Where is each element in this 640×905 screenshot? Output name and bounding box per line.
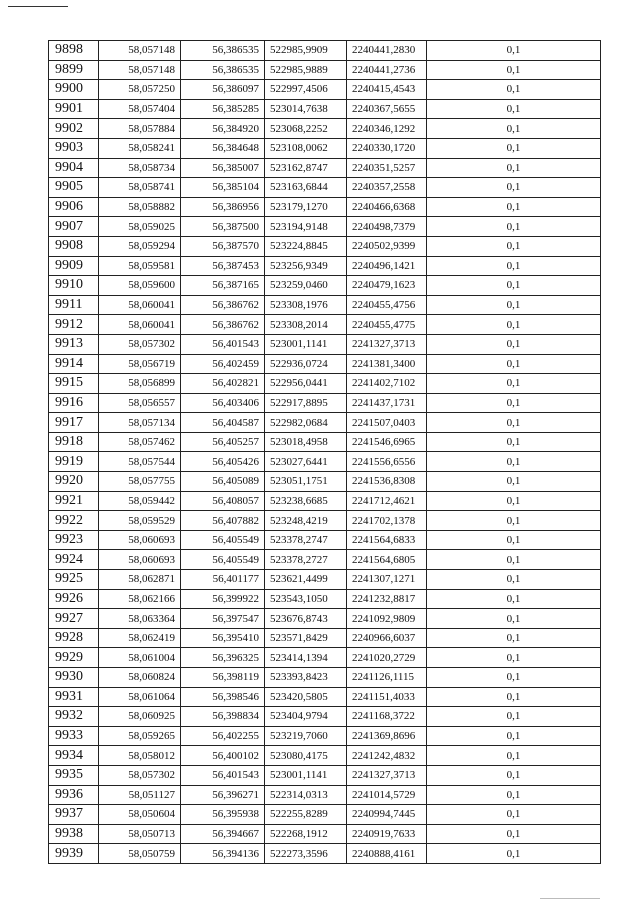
latitude-cell: 58,050713 xyxy=(99,824,181,844)
point-number-cell: 9929 xyxy=(49,648,99,668)
y-coordinate-cell: 2241307,1271 xyxy=(347,570,427,590)
y-coordinate-cell: 2241020,2729 xyxy=(347,648,427,668)
table-row xyxy=(49,687,601,707)
latitude-cell: 58,057148 xyxy=(99,41,181,61)
longitude-cell: 56,405426 xyxy=(181,452,265,472)
latitude-cell: 58,059294 xyxy=(99,236,181,256)
point-number-cell: 9904 xyxy=(49,158,99,178)
longitude-cell: 56,386535 xyxy=(181,60,265,80)
accuracy-cell: 0,1 xyxy=(427,805,601,825)
x-coordinate-cell: 523001,1141 xyxy=(265,334,347,354)
y-coordinate-cell: 2240466,6368 xyxy=(347,197,427,217)
y-coordinate-cell: 2241242,4832 xyxy=(347,746,427,766)
accuracy-cell: 0,1 xyxy=(427,374,601,394)
point-number-cell: 9905 xyxy=(49,178,99,198)
y-coordinate-cell: 2241168,3722 xyxy=(347,707,427,727)
y-coordinate-cell: 2241546,6965 xyxy=(347,432,427,452)
y-coordinate-cell: 2241381,3400 xyxy=(347,354,427,374)
point-number-cell: 9907 xyxy=(49,217,99,237)
latitude-cell: 58,059265 xyxy=(99,726,181,746)
latitude-cell: 58,058012 xyxy=(99,746,181,766)
x-coordinate-cell: 523194,9148 xyxy=(265,217,347,237)
x-coordinate-cell: 523308,2014 xyxy=(265,315,347,335)
point-number-cell: 9934 xyxy=(49,746,99,766)
longitude-cell: 56,385104 xyxy=(181,178,265,198)
x-coordinate-cell: 523068,2252 xyxy=(265,119,347,139)
table-row xyxy=(49,80,601,100)
latitude-cell: 58,057148 xyxy=(99,60,181,80)
y-coordinate-cell: 2240346,1292 xyxy=(347,119,427,139)
x-coordinate-cell: 522985,9909 xyxy=(265,41,347,61)
y-coordinate-cell: 2240502,9399 xyxy=(347,236,427,256)
table-row xyxy=(49,276,601,296)
x-coordinate-cell: 523248,4219 xyxy=(265,511,347,531)
accuracy-cell: 0,1 xyxy=(427,354,601,374)
latitude-cell: 58,061004 xyxy=(99,648,181,668)
accuracy-cell: 0,1 xyxy=(427,276,601,296)
coordinates-table xyxy=(48,40,601,864)
table-row xyxy=(49,295,601,315)
x-coordinate-cell: 523001,1141 xyxy=(265,765,347,785)
x-coordinate-cell: 522936,0724 xyxy=(265,354,347,374)
point-number-cell: 9917 xyxy=(49,413,99,433)
latitude-cell: 58,057302 xyxy=(99,334,181,354)
x-coordinate-cell: 523163,6844 xyxy=(265,178,347,198)
longitude-cell: 56,401177 xyxy=(181,570,265,590)
point-number-cell: 9901 xyxy=(49,99,99,119)
y-coordinate-cell: 2241702,1378 xyxy=(347,511,427,531)
longitude-cell: 56,386535 xyxy=(181,41,265,61)
latitude-cell: 58,056719 xyxy=(99,354,181,374)
longitude-cell: 56,396325 xyxy=(181,648,265,668)
point-number-cell: 9915 xyxy=(49,374,99,394)
latitude-cell: 58,057462 xyxy=(99,432,181,452)
y-coordinate-cell: 2241556,6556 xyxy=(347,452,427,472)
x-coordinate-cell: 523162,8747 xyxy=(265,158,347,178)
x-coordinate-cell: 523080,4175 xyxy=(265,746,347,766)
x-coordinate-cell: 523543,1050 xyxy=(265,589,347,609)
x-coordinate-cell: 522255,8289 xyxy=(265,805,347,825)
point-number-cell: 9933 xyxy=(49,726,99,746)
accuracy-cell: 0,1 xyxy=(427,432,601,452)
point-number-cell: 9932 xyxy=(49,707,99,727)
longitude-cell: 56,398546 xyxy=(181,687,265,707)
accuracy-cell: 0,1 xyxy=(427,785,601,805)
latitude-cell: 58,063364 xyxy=(99,609,181,629)
point-number-cell: 9912 xyxy=(49,315,99,335)
table-row xyxy=(49,119,601,139)
table-row xyxy=(49,746,601,766)
y-coordinate-cell: 2240441,2736 xyxy=(347,60,427,80)
y-coordinate-cell: 2241232,8817 xyxy=(347,589,427,609)
y-coordinate-cell: 2241151,4033 xyxy=(347,687,427,707)
accuracy-cell: 0,1 xyxy=(427,472,601,492)
table-row xyxy=(49,609,601,629)
table-row xyxy=(49,491,601,511)
point-number-cell: 9926 xyxy=(49,589,99,609)
point-number-cell: 9927 xyxy=(49,609,99,629)
top-rule xyxy=(8,6,68,7)
longitude-cell: 56,400102 xyxy=(181,746,265,766)
x-coordinate-cell: 522273,3596 xyxy=(265,844,347,864)
accuracy-cell: 0,1 xyxy=(427,119,601,139)
latitude-cell: 58,059529 xyxy=(99,511,181,531)
accuracy-cell: 0,1 xyxy=(427,41,601,61)
accuracy-cell: 0,1 xyxy=(427,99,601,119)
table-row xyxy=(49,628,601,648)
table-row xyxy=(49,472,601,492)
longitude-cell: 56,385007 xyxy=(181,158,265,178)
x-coordinate-cell: 523378,2727 xyxy=(265,550,347,570)
table-row xyxy=(49,138,601,158)
accuracy-cell: 0,1 xyxy=(427,648,601,668)
longitude-cell: 56,405549 xyxy=(181,550,265,570)
point-number-cell: 9899 xyxy=(49,60,99,80)
accuracy-cell: 0,1 xyxy=(427,158,601,178)
longitude-cell: 56,399922 xyxy=(181,589,265,609)
accuracy-cell: 0,1 xyxy=(427,178,601,198)
latitude-cell: 58,057755 xyxy=(99,472,181,492)
point-number-cell: 9924 xyxy=(49,550,99,570)
table-row xyxy=(49,178,601,198)
table-row xyxy=(49,236,601,256)
longitude-cell: 56,398834 xyxy=(181,707,265,727)
accuracy-cell: 0,1 xyxy=(427,197,601,217)
accuracy-cell: 0,1 xyxy=(427,570,601,590)
point-number-cell: 9921 xyxy=(49,491,99,511)
table-row xyxy=(49,648,601,668)
longitude-cell: 56,384648 xyxy=(181,138,265,158)
y-coordinate-cell: 2240455,4756 xyxy=(347,295,427,315)
y-coordinate-cell: 2240496,1421 xyxy=(347,256,427,276)
y-coordinate-cell: 2240455,4775 xyxy=(347,315,427,335)
y-coordinate-cell: 2240367,5655 xyxy=(347,99,427,119)
bottom-rule xyxy=(540,898,600,899)
table-row xyxy=(49,197,601,217)
y-coordinate-cell: 2240415,4543 xyxy=(347,80,427,100)
table-row xyxy=(49,432,601,452)
table-row xyxy=(49,158,601,178)
table-row xyxy=(49,824,601,844)
point-number-cell: 9914 xyxy=(49,354,99,374)
latitude-cell: 58,060925 xyxy=(99,707,181,727)
accuracy-cell: 0,1 xyxy=(427,824,601,844)
table-row xyxy=(49,530,601,550)
point-number-cell: 9922 xyxy=(49,511,99,531)
table-row xyxy=(49,374,601,394)
point-number-cell: 9906 xyxy=(49,197,99,217)
table-row xyxy=(49,668,601,688)
accuracy-cell: 0,1 xyxy=(427,726,601,746)
point-number-cell: 9925 xyxy=(49,570,99,590)
longitude-cell: 56,404587 xyxy=(181,413,265,433)
y-coordinate-cell: 2240479,1623 xyxy=(347,276,427,296)
point-number-cell: 9938 xyxy=(49,824,99,844)
point-number-cell: 9923 xyxy=(49,530,99,550)
longitude-cell: 56,402821 xyxy=(181,374,265,394)
latitude-cell: 58,057404 xyxy=(99,99,181,119)
x-coordinate-cell: 522956,0441 xyxy=(265,374,347,394)
accuracy-cell: 0,1 xyxy=(427,413,601,433)
x-coordinate-cell: 523224,8845 xyxy=(265,236,347,256)
latitude-cell: 58,058734 xyxy=(99,158,181,178)
y-coordinate-cell: 2241327,3713 xyxy=(347,334,427,354)
y-coordinate-cell: 2241402,7102 xyxy=(347,374,427,394)
latitude-cell: 58,058882 xyxy=(99,197,181,217)
point-number-cell: 9920 xyxy=(49,472,99,492)
longitude-cell: 56,398119 xyxy=(181,668,265,688)
table-row xyxy=(49,785,601,805)
accuracy-cell: 0,1 xyxy=(427,80,601,100)
y-coordinate-cell: 2240966,6037 xyxy=(347,628,427,648)
accuracy-cell: 0,1 xyxy=(427,589,601,609)
table-row xyxy=(49,707,601,727)
point-number-cell: 9913 xyxy=(49,334,99,354)
x-coordinate-cell: 523238,6685 xyxy=(265,491,347,511)
latitude-cell: 58,059025 xyxy=(99,217,181,237)
point-number-cell: 9936 xyxy=(49,785,99,805)
y-coordinate-cell: 2241092,9809 xyxy=(347,609,427,629)
x-coordinate-cell: 523219,7060 xyxy=(265,726,347,746)
latitude-cell: 58,057544 xyxy=(99,452,181,472)
y-coordinate-cell: 2240441,2830 xyxy=(347,41,427,61)
point-number-cell: 9908 xyxy=(49,236,99,256)
accuracy-cell: 0,1 xyxy=(427,687,601,707)
y-coordinate-cell: 2241507,0403 xyxy=(347,413,427,433)
longitude-cell: 56,395938 xyxy=(181,805,265,825)
table-row xyxy=(49,393,601,413)
latitude-cell: 58,062871 xyxy=(99,570,181,590)
point-number-cell: 9902 xyxy=(49,119,99,139)
point-number-cell: 9939 xyxy=(49,844,99,864)
accuracy-cell: 0,1 xyxy=(427,844,601,864)
longitude-cell: 56,408057 xyxy=(181,491,265,511)
x-coordinate-cell: 523676,8743 xyxy=(265,609,347,629)
point-number-cell: 9931 xyxy=(49,687,99,707)
longitude-cell: 56,394667 xyxy=(181,824,265,844)
longitude-cell: 56,401543 xyxy=(181,334,265,354)
y-coordinate-cell: 2241369,8696 xyxy=(347,726,427,746)
y-coordinate-cell: 2241712,4621 xyxy=(347,491,427,511)
x-coordinate-cell: 523414,1394 xyxy=(265,648,347,668)
accuracy-cell: 0,1 xyxy=(427,550,601,570)
accuracy-cell: 0,1 xyxy=(427,217,601,237)
longitude-cell: 56,396271 xyxy=(181,785,265,805)
y-coordinate-cell: 2241536,8308 xyxy=(347,472,427,492)
accuracy-cell: 0,1 xyxy=(427,60,601,80)
x-coordinate-cell: 522314,0313 xyxy=(265,785,347,805)
table-row xyxy=(49,589,601,609)
accuracy-cell: 0,1 xyxy=(427,256,601,276)
longitude-cell: 56,386097 xyxy=(181,80,265,100)
table-row xyxy=(49,99,601,119)
x-coordinate-cell: 523420,5805 xyxy=(265,687,347,707)
table-row xyxy=(49,354,601,374)
longitude-cell: 56,387500 xyxy=(181,217,265,237)
y-coordinate-cell: 2240357,2558 xyxy=(347,178,427,198)
point-number-cell: 9898 xyxy=(49,41,99,61)
x-coordinate-cell: 523378,2747 xyxy=(265,530,347,550)
table-row xyxy=(49,511,601,531)
latitude-cell: 58,057134 xyxy=(99,413,181,433)
y-coordinate-cell: 2241014,5729 xyxy=(347,785,427,805)
longitude-cell: 56,407882 xyxy=(181,511,265,531)
y-coordinate-cell: 2241327,3713 xyxy=(347,765,427,785)
accuracy-cell: 0,1 xyxy=(427,452,601,472)
y-coordinate-cell: 2241126,1115 xyxy=(347,668,427,688)
coordinates-table-body xyxy=(49,41,601,864)
accuracy-cell: 0,1 xyxy=(427,334,601,354)
y-coordinate-cell: 2240888,4161 xyxy=(347,844,427,864)
table-row xyxy=(49,256,601,276)
x-coordinate-cell: 522997,4506 xyxy=(265,80,347,100)
latitude-cell: 58,059600 xyxy=(99,276,181,296)
x-coordinate-cell: 523308,1976 xyxy=(265,295,347,315)
latitude-cell: 58,061064 xyxy=(99,687,181,707)
point-number-cell: 9910 xyxy=(49,276,99,296)
latitude-cell: 58,050604 xyxy=(99,805,181,825)
longitude-cell: 56,397547 xyxy=(181,609,265,629)
x-coordinate-cell: 523014,7638 xyxy=(265,99,347,119)
longitude-cell: 56,387165 xyxy=(181,276,265,296)
accuracy-cell: 0,1 xyxy=(427,236,601,256)
point-number-cell: 9903 xyxy=(49,138,99,158)
longitude-cell: 56,405089 xyxy=(181,472,265,492)
accuracy-cell: 0,1 xyxy=(427,491,601,511)
y-coordinate-cell: 2240994,7445 xyxy=(347,805,427,825)
x-coordinate-cell: 523018,4958 xyxy=(265,432,347,452)
longitude-cell: 56,387453 xyxy=(181,256,265,276)
accuracy-cell: 0,1 xyxy=(427,393,601,413)
y-coordinate-cell: 2241437,1731 xyxy=(347,393,427,413)
x-coordinate-cell: 523259,0460 xyxy=(265,276,347,296)
longitude-cell: 56,394136 xyxy=(181,844,265,864)
x-coordinate-cell: 522268,1912 xyxy=(265,824,347,844)
y-coordinate-cell: 2241564,6805 xyxy=(347,550,427,570)
latitude-cell: 58,050759 xyxy=(99,844,181,864)
accuracy-cell: 0,1 xyxy=(427,609,601,629)
point-number-cell: 9919 xyxy=(49,452,99,472)
x-coordinate-cell: 523051,1751 xyxy=(265,472,347,492)
y-coordinate-cell: 2241564,6833 xyxy=(347,530,427,550)
y-coordinate-cell: 2240330,1720 xyxy=(347,138,427,158)
latitude-cell: 58,056899 xyxy=(99,374,181,394)
x-coordinate-cell: 523179,1270 xyxy=(265,197,347,217)
longitude-cell: 56,405257 xyxy=(181,432,265,452)
longitude-cell: 56,386762 xyxy=(181,315,265,335)
latitude-cell: 58,059581 xyxy=(99,256,181,276)
longitude-cell: 56,403406 xyxy=(181,393,265,413)
x-coordinate-cell: 522917,8895 xyxy=(265,393,347,413)
latitude-cell: 58,058241 xyxy=(99,138,181,158)
longitude-cell: 56,405549 xyxy=(181,530,265,550)
latitude-cell: 58,062166 xyxy=(99,589,181,609)
point-number-cell: 9928 xyxy=(49,628,99,648)
point-number-cell: 9930 xyxy=(49,668,99,688)
accuracy-cell: 0,1 xyxy=(427,668,601,688)
table-row xyxy=(49,315,601,335)
x-coordinate-cell: 522985,9889 xyxy=(265,60,347,80)
point-number-cell: 9911 xyxy=(49,295,99,315)
y-coordinate-cell: 2240919,7633 xyxy=(347,824,427,844)
longitude-cell: 56,384920 xyxy=(181,119,265,139)
accuracy-cell: 0,1 xyxy=(427,315,601,335)
x-coordinate-cell: 523571,8429 xyxy=(265,628,347,648)
latitude-cell: 58,058741 xyxy=(99,178,181,198)
table-row xyxy=(49,765,601,785)
table-row xyxy=(49,41,601,61)
longitude-cell: 56,385285 xyxy=(181,99,265,119)
table-row xyxy=(49,550,601,570)
latitude-cell: 58,060041 xyxy=(99,295,181,315)
accuracy-cell: 0,1 xyxy=(427,511,601,531)
point-number-cell: 9900 xyxy=(49,80,99,100)
point-number-cell: 9916 xyxy=(49,393,99,413)
table-row xyxy=(49,452,601,472)
latitude-cell: 58,057250 xyxy=(99,80,181,100)
table-row xyxy=(49,217,601,237)
x-coordinate-cell: 523621,4499 xyxy=(265,570,347,590)
point-number-cell: 9937 xyxy=(49,805,99,825)
latitude-cell: 58,062419 xyxy=(99,628,181,648)
table-row xyxy=(49,60,601,80)
x-coordinate-cell: 523027,6441 xyxy=(265,452,347,472)
latitude-cell: 58,060041 xyxy=(99,315,181,335)
accuracy-cell: 0,1 xyxy=(427,707,601,727)
x-coordinate-cell: 523404,9794 xyxy=(265,707,347,727)
longitude-cell: 56,395410 xyxy=(181,628,265,648)
latitude-cell: 58,060693 xyxy=(99,530,181,550)
latitude-cell: 58,057884 xyxy=(99,119,181,139)
x-coordinate-cell: 522982,0684 xyxy=(265,413,347,433)
longitude-cell: 56,401543 xyxy=(181,765,265,785)
x-coordinate-cell: 523256,9349 xyxy=(265,256,347,276)
longitude-cell: 56,387570 xyxy=(181,236,265,256)
point-number-cell: 9935 xyxy=(49,765,99,785)
accuracy-cell: 0,1 xyxy=(427,628,601,648)
accuracy-cell: 0,1 xyxy=(427,530,601,550)
table-row xyxy=(49,844,601,864)
table-row xyxy=(49,413,601,433)
point-number-cell: 9918 xyxy=(49,432,99,452)
accuracy-cell: 0,1 xyxy=(427,746,601,766)
table-row xyxy=(49,570,601,590)
point-number-cell: 9909 xyxy=(49,256,99,276)
x-coordinate-cell: 523393,8423 xyxy=(265,668,347,688)
latitude-cell: 58,060693 xyxy=(99,550,181,570)
longitude-cell: 56,386956 xyxy=(181,197,265,217)
y-coordinate-cell: 2240498,7379 xyxy=(347,217,427,237)
table-row xyxy=(49,805,601,825)
latitude-cell: 58,056557 xyxy=(99,393,181,413)
longitude-cell: 56,402255 xyxy=(181,726,265,746)
longitude-cell: 56,402459 xyxy=(181,354,265,374)
latitude-cell: 58,051127 xyxy=(99,785,181,805)
latitude-cell: 58,060824 xyxy=(99,668,181,688)
latitude-cell: 58,057302 xyxy=(99,765,181,785)
table-row xyxy=(49,726,601,746)
y-coordinate-cell: 2240351,5257 xyxy=(347,158,427,178)
table-row xyxy=(49,334,601,354)
accuracy-cell: 0,1 xyxy=(427,295,601,315)
x-coordinate-cell: 523108,0062 xyxy=(265,138,347,158)
accuracy-cell: 0,1 xyxy=(427,138,601,158)
latitude-cell: 58,059442 xyxy=(99,491,181,511)
accuracy-cell: 0,1 xyxy=(427,765,601,785)
longitude-cell: 56,386762 xyxy=(181,295,265,315)
